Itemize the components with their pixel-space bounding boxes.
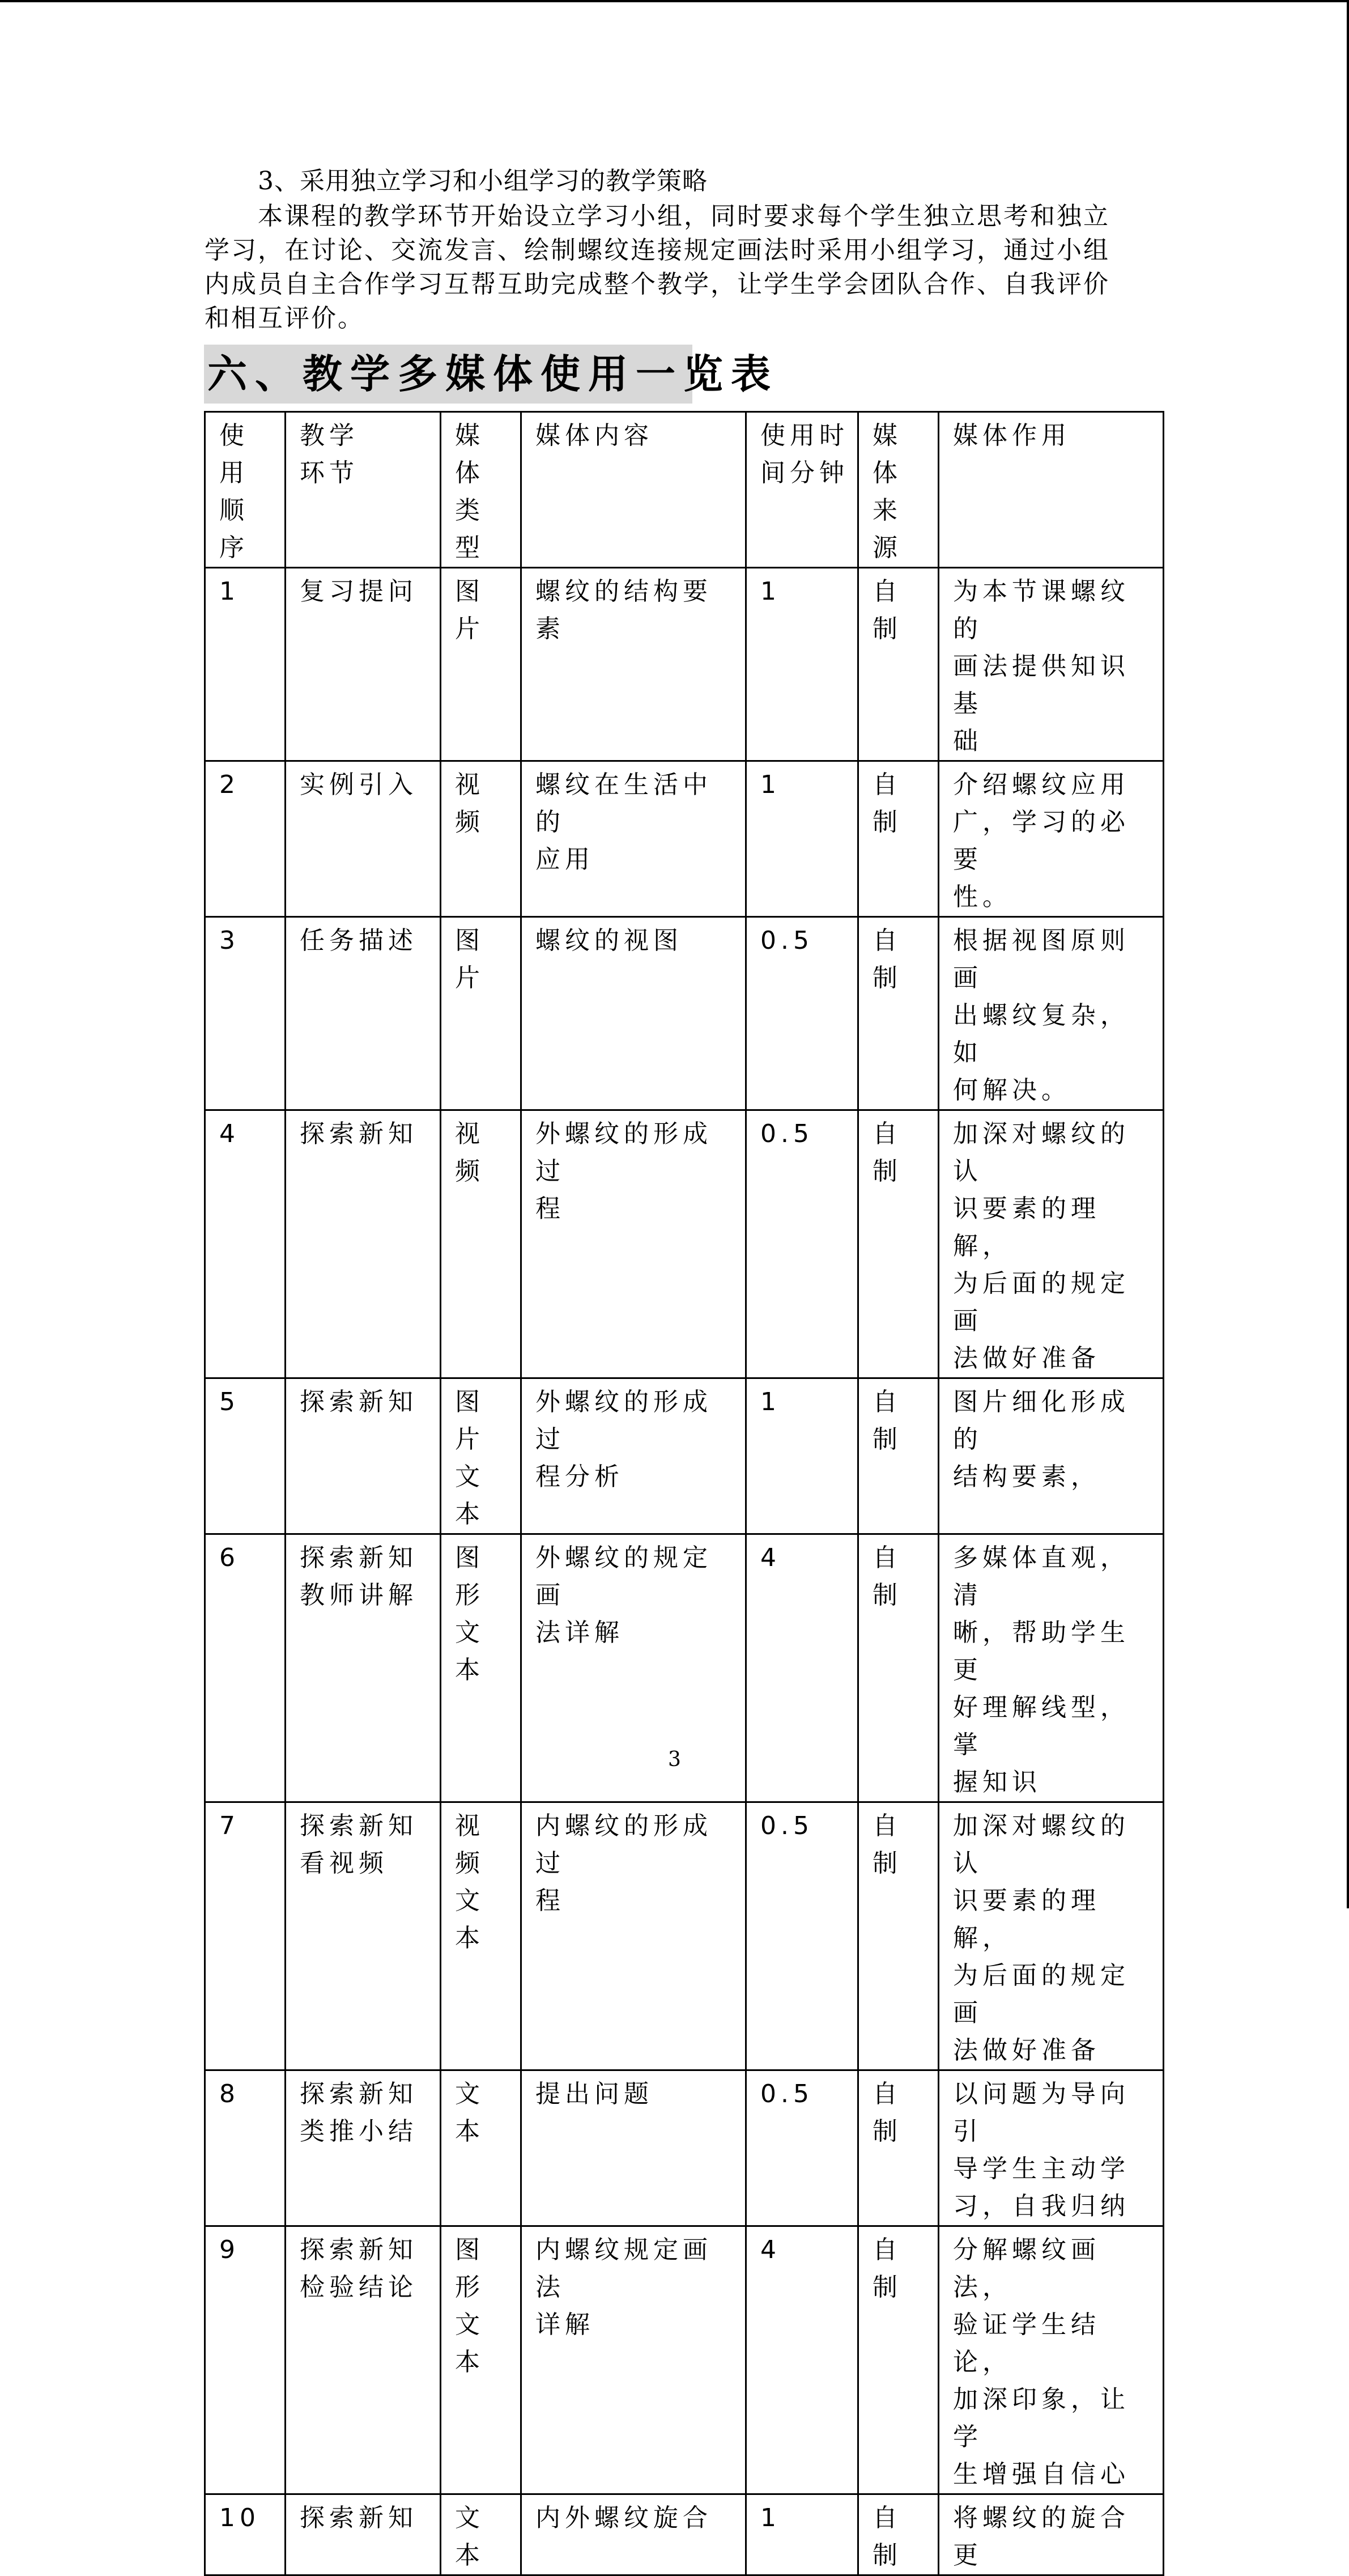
page-number: 3 xyxy=(668,1748,681,1771)
cell-line: 探索新知 xyxy=(300,1543,418,1572)
cell-line: 文本 xyxy=(455,2310,484,2376)
cell-line: 介绍螺纹应用 xyxy=(953,770,1130,799)
media-usage-table xyxy=(204,411,1164,2576)
cell-content xyxy=(521,1110,746,1378)
cell-type xyxy=(441,2494,521,2575)
cell-stage xyxy=(286,1110,441,1378)
strategy-heading: 3、采用独立学习和小组学习的教学策略 xyxy=(258,167,708,196)
table-row xyxy=(205,1378,1164,1534)
cell-line: 螺纹的结构要素 xyxy=(535,577,712,643)
cell-source: 自制 xyxy=(858,2070,939,2226)
cell-source: 自制 xyxy=(858,568,939,761)
cell-line: 为后面的规定画 xyxy=(953,1269,1130,1335)
cell-line: 文本 xyxy=(455,2503,484,2570)
cell-line: 内螺纹规定画法 xyxy=(535,2235,712,2302)
page-border-right xyxy=(1347,0,1349,1908)
table-row xyxy=(205,568,1164,761)
cell-stage xyxy=(286,1378,441,1534)
cell-line: 握知识 xyxy=(953,1768,1041,1797)
cell-stage xyxy=(286,1802,441,2070)
header-role: 媒体作用 xyxy=(939,412,1164,568)
cell-line: 视频 xyxy=(455,1119,484,1186)
cell-line: 探索新知 xyxy=(300,2080,418,2108)
cell-line: 探索新知 xyxy=(300,1387,418,1416)
header-stage: 教学 环节 xyxy=(286,412,441,568)
strategy-paragraph: 本课程的教学环节开始设立学习小组，同时要求每个学生独立思考和独立学习，在讨论、交流发言、绘制螺纹连接规定画法时采用小组学习，通过小组内成员自主合作学习互帮互助完成整个教学，让学生学会团队合作、自我评价和相互评价。 xyxy=(205,202,1110,333)
cell-line: 图片 xyxy=(455,1387,484,1454)
table-row xyxy=(205,2494,1164,2575)
cell-line: 程 xyxy=(535,1194,565,1223)
table-body xyxy=(205,568,1164,2575)
cell-role xyxy=(939,568,1164,761)
cell-content xyxy=(521,2226,746,2494)
table-row xyxy=(205,761,1164,917)
cell-source: 自制 xyxy=(858,1378,939,1534)
cell-source: 自制 xyxy=(858,2226,939,2494)
cell-line: 实例引入 xyxy=(300,770,418,799)
cell-type xyxy=(441,917,521,1110)
cell-stage xyxy=(286,568,441,761)
cell-line: 图片 xyxy=(455,926,484,992)
cell-role xyxy=(939,1802,1164,2070)
cell-content xyxy=(521,1378,746,1534)
cell-line: 为本节课螺纹的 xyxy=(953,577,1130,643)
cell-line: 何解决。 xyxy=(953,1076,1071,1105)
cell-order: 1 xyxy=(205,568,286,761)
cell-time: 1 xyxy=(746,2494,858,2575)
cell-role xyxy=(939,2070,1164,2226)
cell-stage xyxy=(286,2494,441,2575)
cell-line: 加深对螺纹的认 xyxy=(953,1119,1130,1186)
header-content: 媒体内容 xyxy=(521,412,746,568)
cell-line: 文本 xyxy=(455,2080,484,2146)
cell-line: 画法提供知识基 xyxy=(953,652,1130,718)
cell-time: 4 xyxy=(746,1534,858,1802)
cell-type xyxy=(441,761,521,917)
cell-line: 图片 xyxy=(455,577,484,643)
cell-line: 提出问题 xyxy=(535,2080,653,2108)
cell-line: 导学生主动学 xyxy=(953,2154,1130,2183)
cell-type xyxy=(441,2070,521,2226)
cell-line: 以问题为导向引 xyxy=(953,2080,1130,2146)
cell-source: 自制 xyxy=(858,1802,939,2070)
cell-line: 文本 xyxy=(455,1886,484,1953)
cell-role xyxy=(939,2226,1164,2494)
cell-order: 5 xyxy=(205,1378,286,1534)
cell-line: 性。 xyxy=(953,882,1012,911)
header-order: 使用 顺序 xyxy=(205,412,286,568)
section-title: 六、教学多媒体使用一览表 xyxy=(204,345,692,404)
cell-line: 视频 xyxy=(455,770,484,837)
cell-line: 内螺纹的形成过 xyxy=(535,1811,712,1878)
cell-line: 应用 xyxy=(535,845,594,874)
cell-line: 晰，帮助学生更 xyxy=(953,1618,1130,1684)
cell-line: 广，学习的必要 xyxy=(953,808,1130,874)
cell-order: 8 xyxy=(205,2070,286,2226)
cell-line: 文本 xyxy=(455,1618,484,1684)
header-type: 媒体 类型 xyxy=(441,412,521,568)
cell-line: 法做好准备 xyxy=(953,2036,1100,2065)
table-row xyxy=(205,917,1164,1110)
cell-role xyxy=(939,1110,1164,1378)
cell-line: 详解 xyxy=(535,2310,594,2339)
cell-line: 螺纹的视图 xyxy=(535,926,683,955)
cell-content xyxy=(521,1802,746,2070)
cell-line: 任务描述 xyxy=(300,926,418,955)
cell-order: 10 xyxy=(205,2494,286,2575)
cell-source: 自制 xyxy=(858,1110,939,1378)
cell-content xyxy=(521,917,746,1110)
cell-line: 多媒体直观，清 xyxy=(953,1543,1130,1610)
cell-time: 1 xyxy=(746,761,858,917)
cell-content xyxy=(521,761,746,917)
cell-line: 程 xyxy=(535,1886,565,1915)
cell-line: 加深对螺纹的认 xyxy=(953,1811,1130,1878)
cell-order: 6 xyxy=(205,1534,286,1802)
cell-stage xyxy=(286,2070,441,2226)
cell-line: 探索新知 xyxy=(300,2503,418,2532)
cell-order: 4 xyxy=(205,1110,286,1378)
cell-line: 外螺纹的规定画 xyxy=(535,1543,712,1610)
cell-type xyxy=(441,1378,521,1534)
cell-line: 外螺纹的形成过 xyxy=(535,1387,712,1454)
cell-content xyxy=(521,568,746,761)
cell-stage xyxy=(286,761,441,917)
page-border-top xyxy=(0,0,1349,2)
cell-stage xyxy=(286,917,441,1110)
cell-line: 文本 xyxy=(455,1462,484,1529)
cell-line: 生增强自信心 xyxy=(953,2460,1130,2489)
cell-line: 验证学生结论， xyxy=(953,2310,1100,2376)
cell-role xyxy=(939,761,1164,917)
cell-line: 复习提问 xyxy=(300,577,418,606)
cell-line: 识要素的理解， xyxy=(953,1194,1100,1261)
cell-line: 图形 xyxy=(455,2235,484,2302)
cell-role xyxy=(939,1378,1164,1534)
cell-stage xyxy=(286,2226,441,2494)
header-source: 媒体 来源 xyxy=(858,412,939,568)
cell-time: 1 xyxy=(746,568,858,761)
cell-line: 出螺纹复杂，如 xyxy=(953,1001,1130,1067)
cell-time: 1 xyxy=(746,1378,858,1534)
cell-line: 图形 xyxy=(455,1543,484,1610)
cell-line: 好理解线型，掌 xyxy=(953,1693,1130,1759)
table-row xyxy=(205,2070,1164,2226)
cell-time: 0.5 xyxy=(746,1110,858,1378)
cell-order: 3 xyxy=(205,917,286,1110)
cell-line: 视频 xyxy=(455,1811,484,1878)
cell-line: 识要素的理解， xyxy=(953,1886,1100,1953)
cell-order: 7 xyxy=(205,1802,286,2070)
cell-line: 检验结论 xyxy=(300,2273,418,2302)
cell-source: 自制 xyxy=(858,2494,939,2575)
cell-line: 法详解 xyxy=(535,1618,624,1647)
cell-time: 0.5 xyxy=(746,1802,858,2070)
cell-line: 螺纹在生活中的 xyxy=(535,770,712,837)
cell-order: 2 xyxy=(205,761,286,917)
cell-line: 根据视图原则画 xyxy=(953,926,1130,992)
cell-line: 探索新知 xyxy=(300,2235,418,2264)
table-header-row xyxy=(205,412,1164,568)
cell-line: 类推小结 xyxy=(300,2117,418,2146)
cell-type xyxy=(441,568,521,761)
cell-line: 习，自我归纳 xyxy=(953,2192,1130,2221)
table-row xyxy=(205,1110,1164,1378)
cell-content xyxy=(521,2070,746,2226)
cell-line: 分解螺纹画法， xyxy=(953,2235,1100,2302)
cell-line: 加深印象，让学 xyxy=(953,2385,1130,2451)
cell-type xyxy=(441,1802,521,2070)
cell-content xyxy=(521,2494,746,2575)
cell-source: 自制 xyxy=(858,761,939,917)
cell-type xyxy=(441,1110,521,1378)
table-row xyxy=(205,2226,1164,2494)
cell-time: 0.5 xyxy=(746,2070,858,2226)
cell-line: 础 xyxy=(953,727,982,756)
cell-order: 9 xyxy=(205,2226,286,2494)
cell-line: 看视频 xyxy=(300,1849,388,1878)
cell-line: 外螺纹的形成过 xyxy=(535,1119,712,1186)
cell-line: 程分析 xyxy=(535,1462,624,1491)
cell-type xyxy=(441,2226,521,2494)
cell-line: 探索新知 xyxy=(300,1811,418,1840)
header-time: 使用时 间分钟 xyxy=(746,412,858,568)
cell-role xyxy=(939,2494,1164,2575)
cell-line: 探索新知 xyxy=(300,1119,418,1148)
cell-line: 为后面的规定画 xyxy=(953,1961,1130,2027)
cell-line: 内外螺纹旋合 xyxy=(535,2503,712,2532)
cell-line: 教师讲解 xyxy=(300,1581,418,1610)
cell-time: 0.5 xyxy=(746,917,858,1110)
cell-line: 图片细化形成的 xyxy=(953,1387,1130,1454)
cell-time: 4 xyxy=(746,2226,858,2494)
cell-line: 法做好准备 xyxy=(953,1344,1100,1373)
cell-line: 结构要素， xyxy=(953,1462,1100,1491)
cell-line: 将螺纹的旋合更 xyxy=(953,2503,1130,2570)
table-row xyxy=(205,1802,1164,2070)
cell-role xyxy=(939,917,1164,1110)
cell-source: 自制 xyxy=(858,1534,939,1802)
cell-source: 自制 xyxy=(858,917,939,1110)
